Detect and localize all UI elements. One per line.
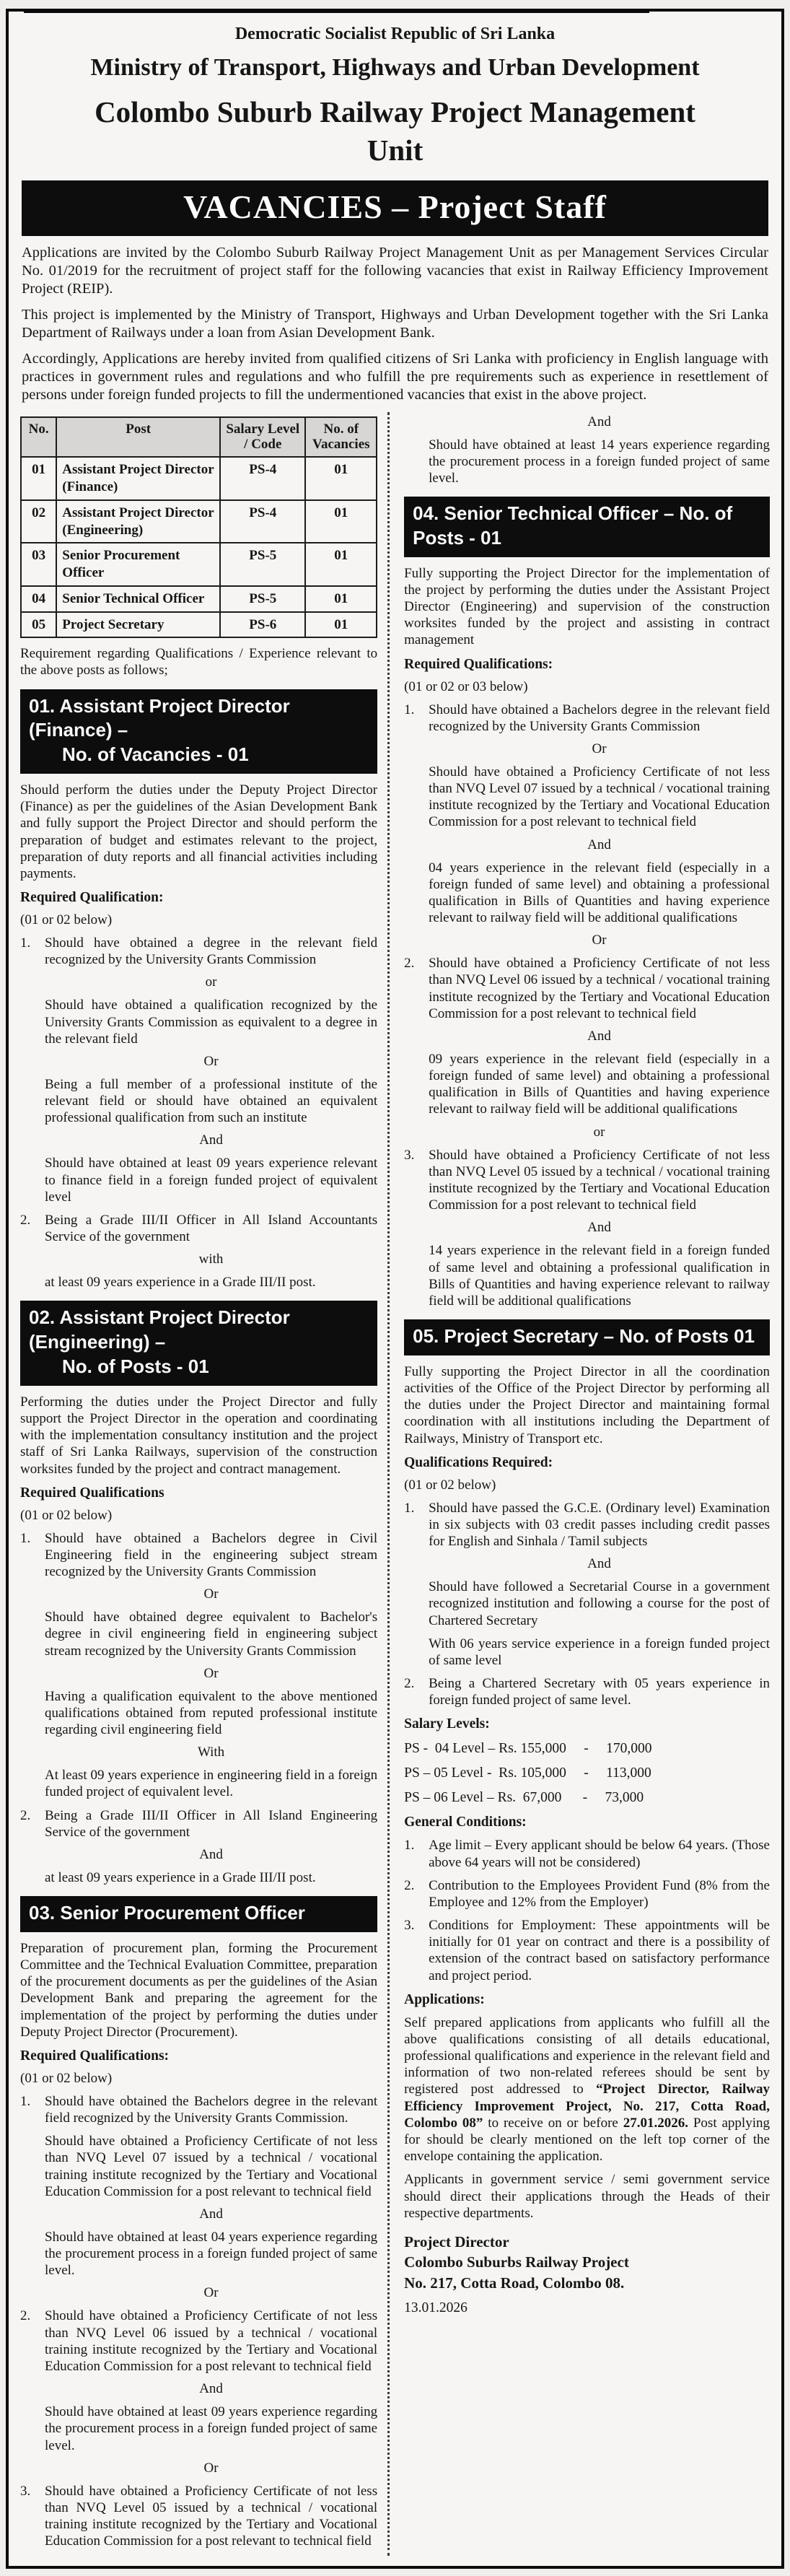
signature-block bbox=[404, 2232, 770, 2293]
numbered-item bbox=[20, 935, 377, 968]
item-number: 1. bbox=[20, 2093, 31, 2109]
connector-word: And bbox=[587, 414, 611, 429]
salary-line: PS – 05 Level - Rs. 105,000 - 113,000 bbox=[404, 1765, 651, 1781]
item-text: Being a Grade III/II Officer in All Island Engineering Service of the government bbox=[45, 1807, 378, 1840]
ministry-title: Ministry of Transport, Highways and Urban Development bbox=[90, 54, 700, 81]
section-heading-line: 02. Assistant Project Director (Engineering) – bbox=[29, 1306, 290, 1353]
item-number: 2. bbox=[20, 1212, 31, 1228]
continuation-paragraph: 09 years experience in the relevant field (especially in a foreign funded of same level) and obtaining a professional qualification in Bills of Quantities and having experience relevant to railway field will be additional qualifications bbox=[429, 1051, 770, 1117]
item-text: Should have obtained a degree in the relevant field recognized by the University Grants Commission bbox=[45, 935, 378, 968]
bold-label: Required Qualifications: bbox=[20, 2048, 170, 2064]
paragraph: Should perform the duties under the Deputy Project Director (Finance) as per the guidelines of the Asian Development Bank and fully support the Project Director and should perform the preparation of budget and estimates relevant to the project, preparation of duty reports and all financial activities including payments. bbox=[20, 782, 378, 881]
intro-paragraphs bbox=[20, 244, 770, 404]
intro-paragraph: Applications are invited by the Colombo Suburb Railway Project Management Unit as per Management Services Circular No. 01/2019 for the recruitment of project staff for the following vacancies that exist in Railway Efficiency Improvement Project (REIP). bbox=[22, 244, 768, 297]
bold-label: Applications: bbox=[404, 1991, 485, 2007]
intro-paragraph: Accordingly, Applications are hereby invited from qualified citizens of Sri Lanka with proficiency in English language with practices in government rules and regulations and who fulfill the pre requirements such as experience in resettlement of persons under foreign funded projects to fill the undermentioned vacancies that exist in the above project. bbox=[22, 350, 768, 403]
intro-paragraph: This project is implemented by the Ministry of Transport, Highways and Urban Development together with the Sri Lanka Department of Railways under a loan from Asian Development Bank. bbox=[22, 306, 768, 341]
connector-word: Or bbox=[203, 1586, 219, 1602]
item-text: Should have passed the G.C.E. (Ordinary level) Examination in six subjects with 03 credit passes including credit passes for English and Sinhala / Tamil subjects bbox=[429, 1500, 770, 1550]
cell-vacancies: 01 bbox=[305, 612, 377, 638]
item-text: Being a Grade III/II Officer in All Island Accountants Service of the government bbox=[45, 1212, 378, 1245]
right-column bbox=[387, 412, 770, 2557]
connector-word: Or bbox=[203, 2460, 219, 2476]
numbered-item bbox=[20, 1212, 377, 1245]
section-heading-line: 05. Project Secretary – No. of Posts 01 bbox=[413, 1325, 755, 1348]
col-header-salary: Salary Level / Code bbox=[220, 417, 305, 458]
item-text: Conditions for Employment: These appointments will be initially for 01 year on contract and there is a possibility of extension of the contract based on satisfactory performance and project period. bbox=[429, 1918, 770, 1983]
connector-word: Or bbox=[592, 933, 607, 948]
bold-label: Required Qualifications: bbox=[404, 656, 553, 672]
unit-title: Colombo Suburb Railway Project Management Unit bbox=[95, 95, 695, 167]
col-header-no: No. bbox=[21, 417, 56, 458]
sub-note: (01 or 02 below) bbox=[20, 1507, 113, 1523]
item-text: Should have obtained a Bachelors degree in the relevant field recognized by the University Grants Commission bbox=[429, 702, 770, 734]
connector-word: And bbox=[199, 2206, 223, 2222]
continuation-paragraph: Should have obtained at least 14 years experience regarding the procurement process in a foreign funded project of same level. bbox=[429, 437, 770, 486]
item-number: 2. bbox=[20, 2308, 31, 2324]
cell-post: Project Secretary bbox=[56, 612, 220, 638]
cell-post: Senior Procurement Officer bbox=[56, 543, 220, 586]
applications-paragraph bbox=[404, 2014, 770, 2165]
item-text: Should have obtained a Proficiency Certificate of not less than NVQ Level 06 issued by a technical / vocational training institute recognized by the Tertiary and Vocational Education Commission for a post relevant to technical field bbox=[429, 956, 770, 1021]
cell-salary: PS-4 bbox=[220, 500, 305, 543]
cell-post: Assistant Project Director (Engineering) bbox=[56, 500, 220, 543]
vacancies-banner: VACANCIES – Project Staff bbox=[22, 180, 768, 236]
connector-word: And bbox=[199, 1132, 223, 1148]
item-number: 1. bbox=[404, 702, 415, 717]
item-text: Being a Chartered Secretary with 05 years experience in foreign funded project of same level. bbox=[429, 1676, 770, 1708]
cell-salary: PS-6 bbox=[220, 612, 305, 638]
bold-label: Required Qualification: bbox=[20, 890, 164, 906]
connector-word: or bbox=[593, 1124, 605, 1140]
section-heading bbox=[20, 1896, 377, 1932]
cell-vacancies: 01 bbox=[305, 543, 377, 586]
salary-line: PS – 06 Level – Rs. 67,000 - 73,000 bbox=[404, 1790, 644, 1806]
continuation-paragraph: 14 years experience in the relevant field in a foreign funded of same level and obtaining a professional qualification in Bills of Quantities and having experience relevant to railway field will be additional qualifications bbox=[429, 1243, 770, 1309]
two-column-body bbox=[20, 412, 770, 2557]
bold-label: Salary Levels: bbox=[404, 1716, 490, 1732]
country-title: Democratic Socialist Republic of Sri Lanka bbox=[234, 25, 556, 43]
item-text: Should have obtained a Bachelors degree in Civil Engineering field in the engineering subject stream recognized by the University Grants Commission bbox=[45, 1530, 378, 1580]
connector-word: With bbox=[197, 1745, 225, 1760]
numbered-item bbox=[20, 1807, 377, 1841]
table-row bbox=[21, 612, 377, 638]
item-text: Should have obtained the Bachelors degree in the relevant field recognized by the University Grants Commission. bbox=[45, 2093, 378, 2126]
item-number: 1. bbox=[404, 1838, 415, 1854]
continuation-paragraph: At least 09 years experience in engineering field in a foreign funded project of equivalent level. bbox=[45, 1768, 378, 1800]
sub-note: (01 or 02 below) bbox=[20, 912, 113, 928]
item-number: 1. bbox=[20, 935, 31, 951]
table-header-row bbox=[21, 417, 377, 458]
connector-word: Or bbox=[203, 1665, 219, 1681]
section-heading bbox=[404, 1319, 770, 1355]
left-column bbox=[20, 412, 387, 2557]
sub-note: (01 or 02 below) bbox=[20, 2070, 113, 2086]
connector-word: Or bbox=[592, 741, 607, 756]
continuation-paragraph: With 06 years service experience in a foreign funded project of same level bbox=[429, 1636, 770, 1668]
numbered-item bbox=[404, 955, 770, 1022]
col-header-vacancies: No. of Vacancies bbox=[305, 417, 377, 458]
item-number: 1. bbox=[20, 1530, 31, 1546]
section-heading-line: 04. Senior Technical Officer – No. of Posts - 01 bbox=[413, 502, 733, 549]
continuation-paragraph: Should have obtained degree equivalent to Bachelor's degree in civil engineering field in engineering subject stream recognized by the University Grants Commission bbox=[45, 1610, 378, 1659]
plain-text: Self prepared applications from applicants who fulfill all the above qualifications consisting of all details educational, professional qualifications and experience in the relevant field and information of two non-related referees should be sent by registered post addressed to bbox=[404, 2014, 770, 2097]
bold-label: Qualifications Required: bbox=[404, 1454, 553, 1470]
paragraph: Fully supporting the Project Director in all the coordination activities of the Office of the Project Director by performing all the duties under the Project Director and maintaining formal coordination with all institutions including the Department of Railways, Ministry of Transport etc. bbox=[404, 1363, 770, 1446]
numbered-item bbox=[20, 2093, 377, 2126]
item-text: Contribution to the Employees Provident Fund (8% from the Employee and 12% from the Employer) bbox=[429, 1877, 770, 1910]
item-number: 3. bbox=[404, 1918, 415, 1934]
continuation-paragraph: 04 years experience in the relevant field (especially in a foreign funded of same level) and obtaining a professional qualification in Bills of Quantities and having experience relevant to railway field will be additional qualifications bbox=[429, 860, 770, 926]
table-row bbox=[21, 586, 377, 612]
item-number: 3. bbox=[404, 1147, 415, 1163]
plain-text: to receive on or before bbox=[483, 2115, 623, 2131]
table-row bbox=[21, 543, 377, 586]
numbered-item bbox=[20, 2308, 377, 2375]
paragraph: Fully supporting the Project Director for the implementation of the project by performing the duties under the Assistant Project Director (Engineering) and supervision of the construction worksites funded by the project and assisting in contract management bbox=[404, 565, 770, 648]
cell-salary: PS-5 bbox=[220, 586, 305, 612]
numbered-item bbox=[404, 1147, 770, 1214]
connector-word: Or bbox=[203, 2285, 219, 2301]
item-number: 1. bbox=[404, 1500, 415, 1516]
numbered-item bbox=[20, 2483, 377, 2550]
numbered-item bbox=[404, 1917, 770, 1984]
numbered-item bbox=[404, 1500, 770, 1550]
continuation-paragraph: Being a full member of a professional institute of the relevant field or should have obtained an equivalent professional qualification from such an institute bbox=[45, 1076, 378, 1126]
cell-no: 05 bbox=[21, 612, 56, 638]
continuation-paragraph: Should have obtained at least 09 years experience regarding the procurement process in a foreign funded project of same level. bbox=[45, 2404, 378, 2453]
continuation-paragraph: Should have obtained at least 04 years experience regarding the procurement process in a foreign funded project of same level. bbox=[45, 2229, 378, 2279]
advertisement-frame bbox=[6, 9, 784, 2569]
item-number: 2. bbox=[404, 1877, 415, 1893]
table-row bbox=[21, 500, 377, 543]
cell-post: Senior Technical Officer bbox=[56, 586, 220, 612]
continuation-paragraph: at least 09 years experience in a Grade III/II post. bbox=[45, 1275, 316, 1291]
bold-text: 27.01.2026. bbox=[623, 2115, 688, 2131]
section-heading bbox=[20, 1301, 377, 1385]
section-heading bbox=[20, 689, 377, 774]
item-text: Age limit – Every applicant should be below 64 years. (Those above 64 years will not be considered) bbox=[429, 1838, 770, 1870]
plain-text: Post applying for should be clearly mentioned on the left top corner of the envelope containing the application. bbox=[404, 2115, 770, 2165]
numbered-item bbox=[404, 1837, 770, 1870]
sub-note: (01 or 02 below) bbox=[404, 1477, 496, 1493]
scan-artifact bbox=[24, 9, 649, 13]
paragraph: Preparation of procurement plan, forming the Procurement Committee and the Technical Evaluation Committee, preparation of the procurement documents as per the guidelines of the Asian Development Bank and preparing the agreement for the implementation of the project by performing the duties under Deputy Project Director (Procurement). bbox=[20, 1940, 378, 2040]
numbered-item bbox=[404, 1877, 770, 1911]
col-header-post: Post bbox=[56, 417, 220, 458]
section-heading-line: 01. Assistant Project Director (Finance) – bbox=[29, 694, 290, 741]
numbered-item bbox=[404, 702, 770, 735]
item-number: 2. bbox=[20, 1807, 31, 1823]
continuation-paragraph: Should have obtained at least 09 years experience relevant to finance field in a foreign funded project of equivalent level bbox=[45, 1156, 378, 1205]
connector-word: with bbox=[198, 1252, 224, 1267]
cell-vacancies: 01 bbox=[305, 586, 377, 612]
numbered-item bbox=[20, 1530, 377, 1581]
signature-line: No. 217, Cotta Road, Colombo 08. bbox=[404, 2274, 625, 2292]
section-heading-line: No. of Posts - 01 bbox=[62, 1355, 209, 1378]
cell-salary: PS-4 bbox=[220, 457, 305, 500]
connector-word: Or bbox=[203, 1053, 219, 1069]
item-number: 2. bbox=[404, 1676, 415, 1692]
cell-post: Assistant Project Director (Finance) bbox=[56, 457, 220, 500]
header bbox=[20, 25, 770, 236]
cell-no: 03 bbox=[21, 543, 56, 586]
connector-word: And bbox=[199, 1846, 223, 1862]
date-line: 13.01.2026 bbox=[404, 2300, 468, 2315]
signature-line: Colombo Suburbs Railway Project bbox=[404, 2253, 629, 2271]
continuation-paragraph: Should have followed a Secretarial Course in a government recognized institution and following a course for the post of Chartered Secretary bbox=[429, 1579, 770, 1628]
section-heading-line: No. of Vacancies - 01 bbox=[62, 743, 249, 766]
salary-line: PS - 04 Level – Rs. 155,000 - 170,000 bbox=[404, 1741, 652, 1757]
paragraph: Applicants in government service / semi government service should direct their applications through the Heads of their respective departments. bbox=[404, 2172, 770, 2221]
item-text: Should have obtained a Proficiency Certificate of not less than NVQ Level 06 issued by a technical / vocational training institute recognized by the Tertiary and Vocational Education Commission for a post relevant to technical field bbox=[45, 2308, 378, 2374]
cell-vacancies: 01 bbox=[305, 500, 377, 543]
cell-salary: PS-5 bbox=[220, 543, 305, 586]
paragraph: Performing the duties under the Project Director and fully support the Project Director in the operation and coordinating with the implementation consultancy institution and the project staff of Sri Lanka Railways, supervision of the construction worksites funded by the project and contract management. bbox=[20, 1394, 378, 1477]
cell-vacancies: 01 bbox=[305, 457, 377, 500]
section-heading-line: 03. Senior Procurement Officer bbox=[29, 1902, 305, 1924]
connector-word: And bbox=[587, 1220, 611, 1236]
item-number: 2. bbox=[404, 956, 415, 972]
bold-label: General Conditions: bbox=[404, 1815, 527, 1830]
connector-word: And bbox=[587, 837, 611, 852]
table-row bbox=[21, 457, 377, 500]
item-number: 3. bbox=[20, 2483, 31, 2499]
connector-word: or bbox=[205, 974, 217, 990]
bold-text: “Project Director, Railway Efficiency Improvement Project, No. 217, Cotta Road, Colombo 08” bbox=[404, 2082, 770, 2131]
signature-line: Project Director bbox=[404, 2232, 509, 2250]
connector-word: And bbox=[587, 1556, 611, 1572]
numbered-item bbox=[404, 1675, 770, 1708]
connector-word: And bbox=[199, 2381, 223, 2397]
sub-note: (01 or 02 or 03 below) bbox=[404, 678, 528, 694]
item-text: Should have obtained a Proficiency Certificate of not less than NVQ Level 05 issued by a technical / vocational training institute recognized by the Tertiary and Vocational Education Commission for a post relevant to technical field bbox=[429, 1147, 770, 1213]
note-text: Requirement regarding Qualifications / Experience relevant to the above posts as follows; bbox=[20, 646, 378, 678]
section-heading bbox=[404, 497, 770, 557]
item-text: Should have obtained a Proficiency Certificate of not less than NVQ Level 05 issued by a technical / vocational training institute recognized by the Tertiary and Vocational Education Commission for a post relevant to technical field bbox=[45, 2483, 378, 2549]
cell-no: 01 bbox=[21, 457, 56, 500]
connector-word: And bbox=[587, 1028, 611, 1044]
continuation-paragraph: at least 09 years experience in a Grade III/II post. bbox=[45, 1869, 316, 1885]
bold-label: Required Qualifications bbox=[20, 1485, 164, 1501]
cell-no: 02 bbox=[21, 500, 56, 543]
continuation-paragraph: Should have obtained a qualification recognized by the University Grants Commission as equivalent to a degree in the relevant field bbox=[45, 997, 378, 1047]
continuation-paragraph: Should have obtained a Proficiency Certificate of not less than NVQ Level 07 issued by a technical / vocational training institute recognized by the Tertiary and Vocational Education Commission for a post relevant to technical field bbox=[45, 2134, 378, 2199]
continuation-paragraph: Should have obtained a Proficiency Certificate of not less than NVQ Level 07 issued by a technical / vocational training institute recognized by the Tertiary and Vocational Education Commission for a post relevant to technical field bbox=[429, 764, 770, 830]
cell-no: 04 bbox=[21, 586, 56, 612]
vacancies-table bbox=[20, 416, 377, 639]
continuation-paragraph: Having a qualification equivalent to the above mentioned qualifications obtained from reputed professional institute regarding civil engineering field bbox=[45, 1688, 378, 1738]
